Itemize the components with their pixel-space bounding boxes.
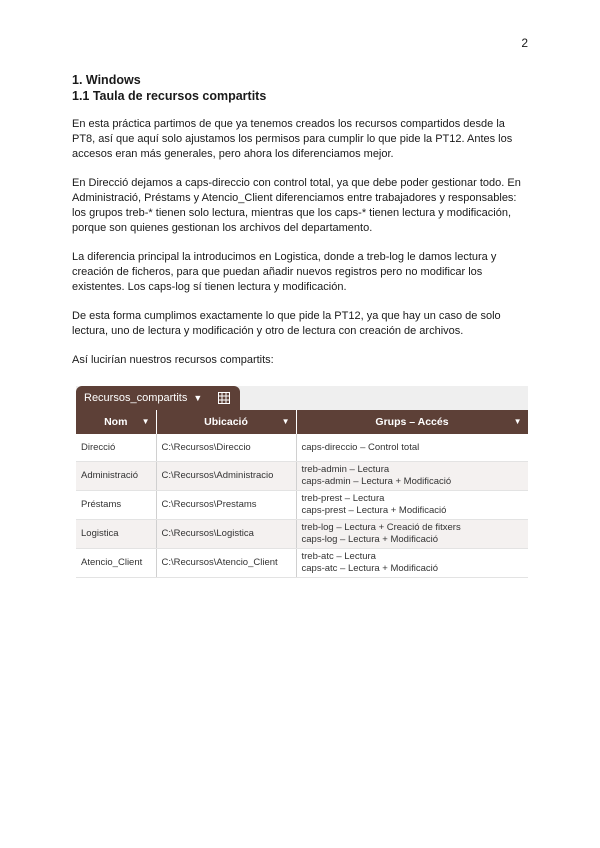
subsection-heading: 1.1 Taula de recursos compartits bbox=[72, 89, 267, 103]
chevron-down-icon[interactable]: ▼ bbox=[281, 417, 290, 426]
cell-nom[interactable]: Administració bbox=[76, 462, 156, 491]
column-header-ubicacio[interactable] bbox=[156, 410, 296, 434]
cell-ubicacio[interactable]: C:\Recursos\Direccio bbox=[156, 434, 296, 462]
acces-line: caps-direccio – Control total bbox=[301, 441, 420, 453]
acces-line: caps-prest – Lectura + Modificació bbox=[301, 505, 447, 516]
cell-nom[interactable]: Préstams bbox=[76, 491, 156, 520]
sheet-tab-name: Recursos_compartits bbox=[84, 392, 188, 404]
column-header-label: Ubicació bbox=[204, 416, 248, 428]
cell-acces[interactable] bbox=[296, 491, 528, 520]
table-header-row bbox=[76, 410, 528, 434]
paragraph-table-intro: Así lucirían nuestros recursos compartits: bbox=[72, 354, 274, 366]
cell-nom[interactable]: Logistica bbox=[76, 520, 156, 549]
table-row bbox=[76, 549, 528, 578]
acces-line: treb-log – Lectura + Creació de fitxers bbox=[301, 522, 461, 533]
page-number: 2 bbox=[521, 36, 528, 50]
paragraph-groups: En Direcció dejamos a caps-direccio con control total, ya que debe poder gestionar todo. En Administració, Préstams y Atencio_Client diferenciamos entre trabajadores y responsables: los grupos treb-* tienen solo lectura, mientras que los caps-* tienen lectura y modificación, porque son quienes gestionan los archivos del departamento. bbox=[72, 177, 521, 234]
acces-line: caps-admin – Lectura + Modificació bbox=[301, 476, 452, 487]
paragraph-intro: En esta práctica partimos de que ya tenemos creados los recursos compartidos desde la PT8, así que aquí solo ajustamos los permisos para cumplir lo que pide la PT12. Antes los accesos eran más generales, pero ahora los diferenciamos mejor. bbox=[72, 118, 513, 160]
paragraph-logistica: La diferencia principal la introducimos en Logistica, donde a treb-log le damos lectura y creación de ficheros, para que puedan añadir nuevos registros pero no modificar los existentes. Los caps-log sí tienen lectura y modificación. bbox=[72, 251, 497, 293]
paragraph-summary: De esta forma cumplimos exactamente lo que pide la PT12, ya que hay un caso de solo lectura, uno de lectura y modificación y otro de lectura con creación de archivos. bbox=[72, 310, 501, 337]
sheet-tab[interactable] bbox=[76, 386, 240, 410]
cell-ubicacio[interactable]: C:\Recursos\Administracio bbox=[156, 462, 296, 491]
cell-ubicacio[interactable]: C:\Recursos\Logistica bbox=[156, 520, 296, 549]
acces-line: caps-log – Lectura + Modificació bbox=[301, 534, 439, 545]
document-body bbox=[72, 72, 528, 382]
resources-table bbox=[76, 410, 529, 578]
cell-ubicacio[interactable]: C:\Recursos\Atencio_Client bbox=[156, 549, 296, 578]
table-row bbox=[76, 434, 528, 462]
chevron-down-icon[interactable]: ▼ bbox=[193, 393, 203, 403]
column-header-label: Nom bbox=[104, 416, 128, 428]
acces-line: treb-atc – Lectura bbox=[301, 551, 376, 562]
cell-ubicacio[interactable]: C:\Recursos\Prestams bbox=[156, 491, 296, 520]
column-header-label: Grups – Accés bbox=[375, 416, 449, 428]
table-row bbox=[76, 520, 528, 549]
chevron-down-icon[interactable]: ▼ bbox=[513, 417, 522, 426]
acces-line: caps-atc – Lectura + Modificació bbox=[301, 563, 438, 574]
column-header-nom[interactable] bbox=[76, 410, 156, 434]
table-row bbox=[76, 491, 528, 520]
section-heading: 1. Windows bbox=[72, 73, 141, 87]
acces-line: treb-prest – Lectura bbox=[301, 493, 385, 504]
shared-resources-sheet bbox=[76, 386, 528, 572]
cell-nom[interactable]: Atencio_Client bbox=[76, 549, 156, 578]
chevron-down-icon[interactable]: ▼ bbox=[141, 417, 150, 426]
table-grid-icon[interactable] bbox=[218, 392, 230, 404]
column-header-grups-acces[interactable] bbox=[296, 410, 528, 434]
cell-nom[interactable]: Direcció bbox=[76, 434, 156, 462]
cell-acces[interactable] bbox=[296, 434, 528, 462]
acces-line: treb-admin – Lectura bbox=[301, 464, 390, 475]
cell-acces[interactable] bbox=[296, 520, 528, 549]
cell-acces[interactable] bbox=[296, 549, 528, 578]
cell-acces[interactable] bbox=[296, 462, 528, 491]
table-row bbox=[76, 462, 528, 491]
sheet-tab-bar bbox=[76, 386, 528, 410]
